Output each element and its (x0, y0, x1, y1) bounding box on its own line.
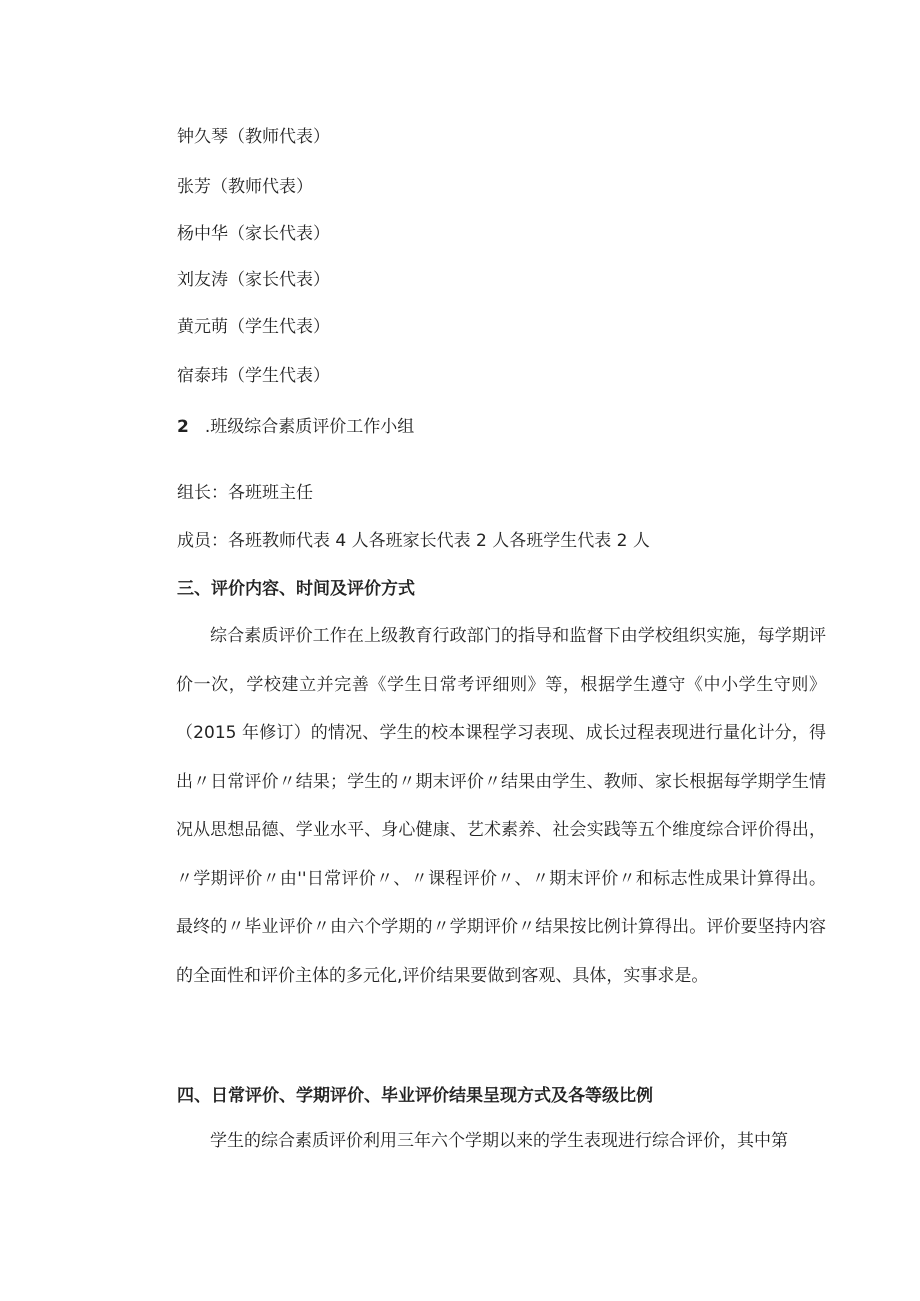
member-line: 黄元萌（学生代表） (177, 317, 330, 337)
section-number: 2 (177, 417, 189, 437)
member-line: 宿泰玮（学生代表） (177, 366, 330, 386)
paragraph-results (176, 1117, 826, 1166)
section-title: .班级综合素质评价工作小组 (204, 417, 415, 437)
group-leader: 组长：各班班主任 (177, 483, 313, 503)
group-members: 成员：各班教师代表 4 人各班家长代表 2 人各班学生代表 2 人 (177, 531, 650, 551)
paragraph-text: 综合素质评价工作在上级教育行政部门的指导和监督下由学校组织实施，每学期评价一次，学校建立并完善《学生日常考评细则》等，根据学生遵守《中小学生守则》（2015 年修订）的情况、学生的校本课程学习表现、成长过程表现进行量化计分，得出〃日常评价〃结果；学生的〃期末评价〃结果由学生、教师、家长根据每学期学生情况从思想品德、学业水平、身心健康、艺术素养、社会实践等五个维度综合评价得出，〃学期评价〃由''日常评价〃、〃课程评价〃、〃期末评价〃和标志性成果计算得出。最终的〃毕业评价〃由六个学期的〃学期评价〃结果按比例计算得出。评价要坚持内容的全面性和评价主体的多元化,评价结果要做到客观、具体，实事求是。 (176, 626, 826, 986)
paragraph-evaluation (176, 612, 826, 1000)
heading-three: 三、评价内容、时间及评价方式 (177, 579, 415, 599)
section-heading (177, 416, 414, 438)
member-line: 杨中华（家长代表） (177, 224, 330, 244)
member-line: 刘友涛（家长代表） (177, 270, 330, 290)
heading-four: 四、日常评价、学期评价、毕业评价结果呈现方式及各等级比例 (177, 1086, 653, 1106)
paragraph-text: 学生的综合素质评价利用三年六个学期以来的学生表现进行综合评价，其中第 (210, 1131, 788, 1151)
member-line: 张芳（教师代表） (177, 177, 313, 197)
member-line: 钟久琴（教师代表） (177, 127, 330, 147)
